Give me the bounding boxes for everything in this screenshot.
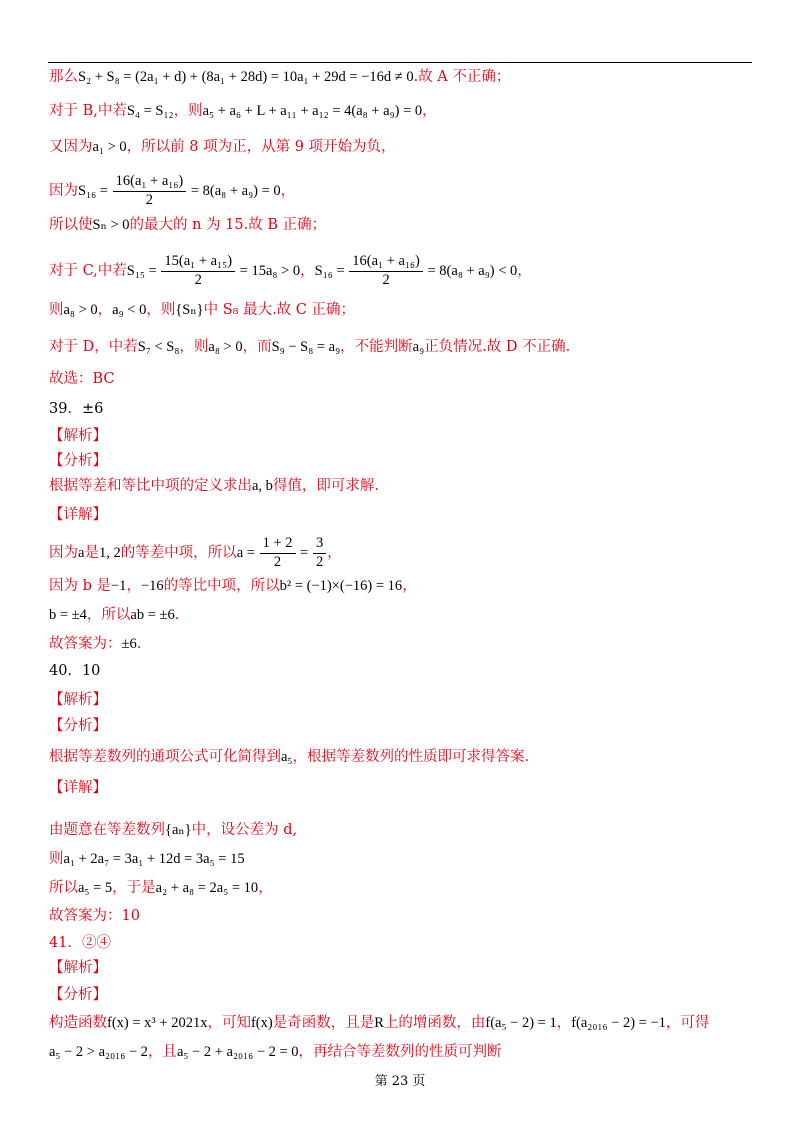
- text-segment: .故 A 不正确；: [413, 69, 511, 85]
- text-segment: 是: [84, 545, 99, 561]
- text-segment: ，再结合等差数列的性质可判断: [298, 1044, 502, 1060]
- text-segment: ，则: [146, 302, 176, 318]
- text-segment: ，: [422, 103, 437, 119]
- math-expression: S₂ + S₈ = (2a₁ + d) + (8a₁ + 28d) = 10a₁ + 29d = −16d ≠ 0: [78, 69, 414, 85]
- text-segment: 由题意在等差数列: [49, 822, 165, 838]
- math-expression: b = ±4: [49, 607, 87, 623]
- fraction: [313, 535, 326, 571]
- fraction-numerator: 1 + 2: [260, 535, 296, 554]
- text-line: [49, 820, 297, 840]
- math-expression: a₅ − 2 > a₂₀₁₆ − 2: [49, 1044, 148, 1060]
- text-segment: 的等差中项，所以: [120, 545, 237, 561]
- text-segment: 构造函数: [49, 1015, 107, 1031]
- text-segment: 的等比中项，所以: [163, 578, 280, 594]
- text-segment: 上的增函数，由: [383, 1015, 486, 1031]
- math-expression: f(a₅ − 2) = 1: [485, 1015, 557, 1031]
- text-segment: 正负情况.故 D 不正确.: [424, 339, 571, 355]
- text-segment: 则: [49, 302, 64, 318]
- text-segment: 因为: [49, 545, 78, 561]
- text-segment: ，所以: [86, 607, 131, 623]
- math-expression: a₅: [281, 749, 293, 765]
- text-segment: 又因为: [49, 139, 93, 155]
- text-line: [49, 137, 396, 157]
- math-expression: a₅ = 5: [78, 880, 113, 896]
- text-line: [49, 1013, 709, 1033]
- math-expression: S₄ = S₁₂: [126, 103, 174, 119]
- text-segment: .: [136, 636, 142, 652]
- text-line: [49, 878, 273, 898]
- text-segment: ，所以前 8 项为正，从第 9 项开始为负，: [126, 139, 396, 155]
- math-expression: Sₙ > 0: [92, 217, 130, 233]
- text-segment: 故答案为：10: [49, 908, 140, 924]
- fraction-denominator: 2: [315, 554, 324, 570]
- text-segment: 41．②④: [49, 935, 111, 951]
- math-expression: {aₙ}: [165, 822, 192, 838]
- text-segment: 【解析】: [49, 960, 107, 976]
- fraction-numerator: 16(a₁ + a₁₆): [349, 253, 423, 272]
- text-segment: ，: [327, 545, 342, 561]
- text-line: [49, 747, 529, 767]
- math-expression: −1: [111, 578, 127, 594]
- text-segment: 【分析】: [49, 987, 107, 1003]
- text-segment: ，: [280, 183, 296, 199]
- math-expression: = 15a₈ > 0: [236, 263, 301, 279]
- text-line: [49, 399, 103, 419]
- fraction-numerator: 16(a₁ + a₁₆): [113, 173, 187, 192]
- text-segment: 对于 B,中若: [49, 103, 127, 119]
- text-segment: ，不能判断: [340, 339, 413, 355]
- math-expression: S₉ − S₈ = a₉: [271, 339, 341, 355]
- text-line: [49, 661, 100, 681]
- text-segment: 故选：BC: [49, 371, 115, 387]
- math-expression: a₂ + a₈ = 2a₅ = 10: [155, 880, 259, 896]
- math-expression: S₁₅ =: [126, 263, 161, 279]
- math-expression: a, b: [252, 478, 273, 494]
- text-line: [49, 337, 570, 357]
- fraction: [161, 253, 235, 289]
- math-expression: a₉: [412, 339, 425, 355]
- text-line: [49, 535, 342, 571]
- text-segment: 【解析】: [49, 692, 107, 708]
- fraction: [260, 535, 296, 571]
- fraction-numerator: 15(a₁ + a₁₅): [161, 253, 235, 272]
- text-segment: 故答案为：: [49, 636, 122, 652]
- math-expression: = 8(a₈ + a₉) = 0: [187, 183, 281, 199]
- text-line: [49, 476, 379, 496]
- text-segment: 对于 C,中若: [49, 263, 127, 279]
- text-segment: 得值，即可求解.: [272, 478, 380, 494]
- text-segment: ，: [556, 1015, 572, 1031]
- math-expression: = 8(a₈ + a₉) < 0: [423, 263, 518, 279]
- text-segment: ，根据等差数列的性质即可求得答案.: [292, 749, 530, 765]
- math-expression: a₅ + a₆ + L + a₁₁ + a₁₂ = 4(a₈ + a₉) = 0: [202, 103, 423, 119]
- text-segment: ，则: [173, 103, 203, 119]
- math-expression: ±6: [121, 636, 137, 652]
- fraction-numerator: 3: [313, 535, 326, 554]
- fraction-denominator: 2: [194, 272, 202, 288]
- text-segment: 【解析】: [49, 428, 107, 444]
- text-segment: .: [174, 607, 180, 623]
- math-expression: ab = ±6: [130, 607, 175, 623]
- text-line: [49, 634, 141, 654]
- text-line: [49, 215, 326, 235]
- text-line: [49, 605, 179, 625]
- text-line: [49, 67, 510, 87]
- text-line: [49, 906, 140, 926]
- math-expression: b² = (−1)×(−16) = 16: [279, 578, 403, 594]
- math-expression: a: [78, 545, 85, 561]
- text-segment: 那么: [49, 69, 78, 85]
- text-segment: ，则: [179, 339, 209, 355]
- fraction-denominator: 2: [273, 554, 282, 570]
- text-segment: 根据等差和等比中项的定义求出: [49, 478, 252, 494]
- fraction-denominator: 2: [145, 192, 154, 208]
- fraction: [349, 253, 423, 289]
- text-line: [49, 451, 107, 471]
- math-expression: f(x) = x³ + 2021x: [107, 1015, 208, 1031]
- math-expression: S₇ < S₈: [137, 339, 180, 355]
- text-segment: ，可得: [665, 1015, 710, 1031]
- text-segment: 39．±6: [49, 401, 104, 417]
- math-expression: a₁ + 2a₇ = 3a₁ + 12d = 3a₅ = 15: [63, 851, 245, 867]
- text-segment: 所以使: [49, 217, 93, 233]
- text-segment: 因为 b 是: [49, 578, 111, 594]
- math-expression: a₈ > 0: [208, 339, 243, 355]
- text-line: [49, 716, 107, 736]
- text-line: [49, 958, 107, 978]
- text-segment: 【详解】: [49, 780, 107, 796]
- text-line: [49, 426, 107, 446]
- text-line: [49, 300, 355, 320]
- fraction: [113, 173, 187, 209]
- math-expression: −16: [140, 578, 164, 594]
- text-segment: ，: [126, 578, 141, 594]
- text-segment: ，: [402, 578, 417, 594]
- text-segment: ，: [258, 880, 273, 896]
- text-segment: ，而: [242, 339, 272, 355]
- text-segment: 【分析】: [49, 718, 107, 734]
- math-expression: f(a₂₀₁₆ − 2) = −1: [571, 1015, 666, 1031]
- math-expression: =: [296, 545, 312, 561]
- text-segment: ，且: [147, 1044, 177, 1060]
- text-segment: ，于是: [112, 880, 156, 896]
- text-segment: 是奇函数，且是: [272, 1015, 375, 1031]
- text-segment: 中，设公差为 d,: [191, 822, 298, 838]
- math-expression: a₈ > 0: [63, 302, 98, 318]
- text-segment: 的最大的 n 为 15.故 B 正确；: [129, 217, 327, 233]
- text-segment: ，: [300, 263, 315, 279]
- text-line: [49, 690, 107, 710]
- text-segment: 【详解】: [49, 507, 107, 523]
- text-line: [49, 505, 107, 525]
- text-line: [49, 1042, 502, 1062]
- text-segment: ，: [517, 263, 532, 279]
- header-rule: [48, 62, 752, 63]
- text-segment: 所以: [49, 880, 78, 896]
- math-expression: a₁ > 0: [92, 139, 127, 155]
- text-line: [49, 778, 107, 798]
- text-line: [49, 173, 295, 209]
- math-expression: a₅ − 2 + a₂₀₁₆ − 2 = 0: [176, 1044, 299, 1060]
- math-expression: S₁₆ =: [78, 183, 112, 199]
- fraction-denominator: 2: [382, 272, 390, 288]
- text-line: [49, 369, 115, 389]
- text-line: [49, 985, 107, 1005]
- math-expression: 1, 2: [98, 545, 121, 561]
- text-segment: ，可知: [207, 1015, 251, 1031]
- math-expression: a₉ < 0: [112, 302, 147, 318]
- text-line: [49, 253, 532, 289]
- page-footer: 第 23 页: [374, 1074, 426, 1089]
- text-line: [49, 849, 245, 869]
- math-expression: S₁₆ =: [314, 263, 349, 279]
- math-expression: R: [374, 1015, 384, 1031]
- text-line: [49, 933, 111, 953]
- math-expression: {Sₙ}: [175, 302, 204, 318]
- math-expression: f(x): [250, 1015, 273, 1031]
- text-line: [49, 101, 437, 121]
- text-segment: 中 S₈ 最大.故 C 正确；: [203, 302, 355, 318]
- text-segment: 因为: [49, 183, 78, 199]
- math-expression: a =: [236, 545, 259, 561]
- text-segment: 对于 D，中若: [49, 339, 138, 355]
- text-segment: 40．10: [49, 663, 101, 679]
- text-line: [49, 576, 417, 596]
- text-segment: 根据等差数列的通项公式可化简得到: [49, 749, 281, 765]
- text-segment: ，: [97, 302, 113, 318]
- text-segment: 【分析】: [49, 453, 107, 469]
- text-segment: 则: [49, 851, 64, 867]
